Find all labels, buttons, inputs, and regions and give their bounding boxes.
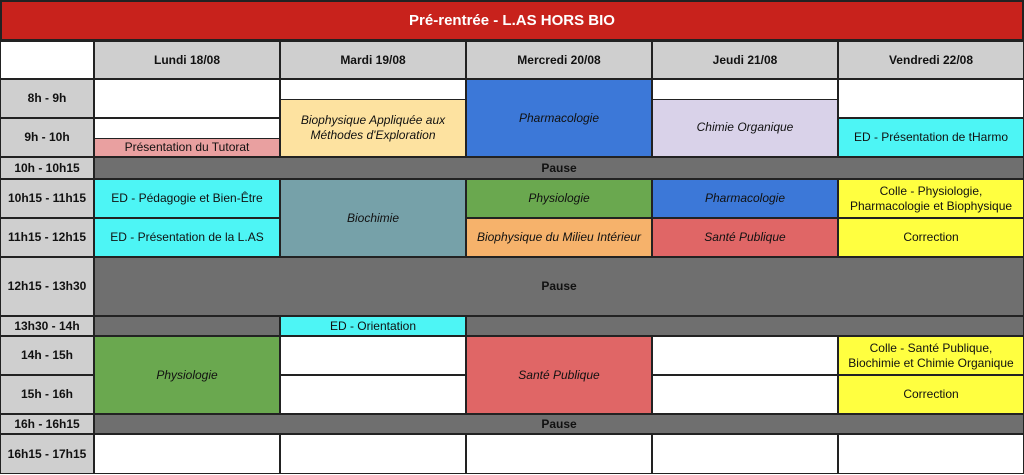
empty-slot — [838, 434, 1024, 474]
time-label: 14h - 15h — [0, 336, 94, 375]
event-physiologie-1: Physiologie — [466, 179, 652, 218]
event-presentation-tharmo: ED - Présentation de tHarmo — [838, 118, 1024, 157]
empty-slot — [94, 79, 280, 118]
empty-slot — [466, 434, 652, 474]
event-chimie-organique: Chimie Organique — [652, 99, 838, 158]
event-pharmacologie-2: Pharmacologie — [652, 179, 838, 218]
pause-band: Pause — [94, 414, 1024, 434]
time-label: 10h - 10h15 — [0, 157, 94, 179]
time-label: 12h15 - 13h30 — [0, 257, 94, 316]
event-ed-presentation-las: ED - Présentation de la L.AS — [94, 218, 280, 257]
empty-slot — [652, 336, 838, 375]
event-biochimie: Biochimie — [280, 179, 466, 257]
day-header: Lundi 18/08 — [94, 41, 280, 79]
corner-cell — [0, 41, 94, 79]
time-label: 15h - 16h — [0, 375, 94, 414]
time-label: 16h - 16h15 — [0, 414, 94, 434]
page-title: Pré-rentrée - L.AS HORS BIO — [0, 0, 1024, 41]
time-label: 16h15 - 17h15 — [0, 434, 94, 474]
pause-band: Pause — [94, 257, 1024, 316]
event-sante-publique-1: Santé Publique — [652, 218, 838, 257]
empty-slot — [280, 434, 466, 474]
time-label: 8h - 9h — [0, 79, 94, 118]
empty-slot — [280, 375, 466, 414]
day-header: Mercredi 20/08 — [466, 41, 652, 79]
day-header: Mardi 19/08 — [280, 41, 466, 79]
event-colle-sante: Colle - Santé Publique, Biochimie et Chimie Organique — [838, 336, 1024, 375]
time-label: 10h15 - 11h15 — [0, 179, 94, 218]
time-label: 11h15 - 12h15 — [0, 218, 94, 257]
pause-band-extension — [466, 316, 1024, 336]
time-label: 9h - 10h — [0, 118, 94, 157]
empty-slot — [94, 434, 280, 474]
time-label: 13h30 - 14h — [0, 316, 94, 336]
empty-slot — [280, 336, 466, 375]
empty-slot — [838, 79, 1024, 118]
event-presentation-tutorat: Présentation du Tutorat — [94, 138, 280, 158]
event-pharmacologie-1: Pharmacologie — [466, 79, 652, 157]
event-ed-pedagogie: ED - Pédagogie et Bien-Être — [94, 179, 280, 218]
event-biophysique-milieu: Biophysique du Milieu Intérieur — [466, 218, 652, 257]
event-ed-orientation: ED - Orientation — [280, 316, 466, 336]
event-physiologie-2: Physiologie — [94, 336, 280, 414]
empty-slot — [652, 375, 838, 414]
day-header: Jeudi 21/08 — [652, 41, 838, 79]
empty-slot — [652, 434, 838, 474]
event-correction-2: Correction — [838, 375, 1024, 414]
event-sante-publique-2: Santé Publique — [466, 336, 652, 414]
pause-band-extension — [94, 316, 280, 336]
day-header: Vendredi 22/08 — [838, 41, 1024, 79]
event-biophysique-appliquee: Biophysique Appliquée aux Méthodes d'Exploration — [280, 99, 466, 158]
event-correction-1: Correction — [838, 218, 1024, 257]
event-colle-physio: Colle - Physiologie, Pharmacologie et Biophysique — [838, 179, 1024, 218]
pause-band: Pause — [94, 157, 1024, 179]
